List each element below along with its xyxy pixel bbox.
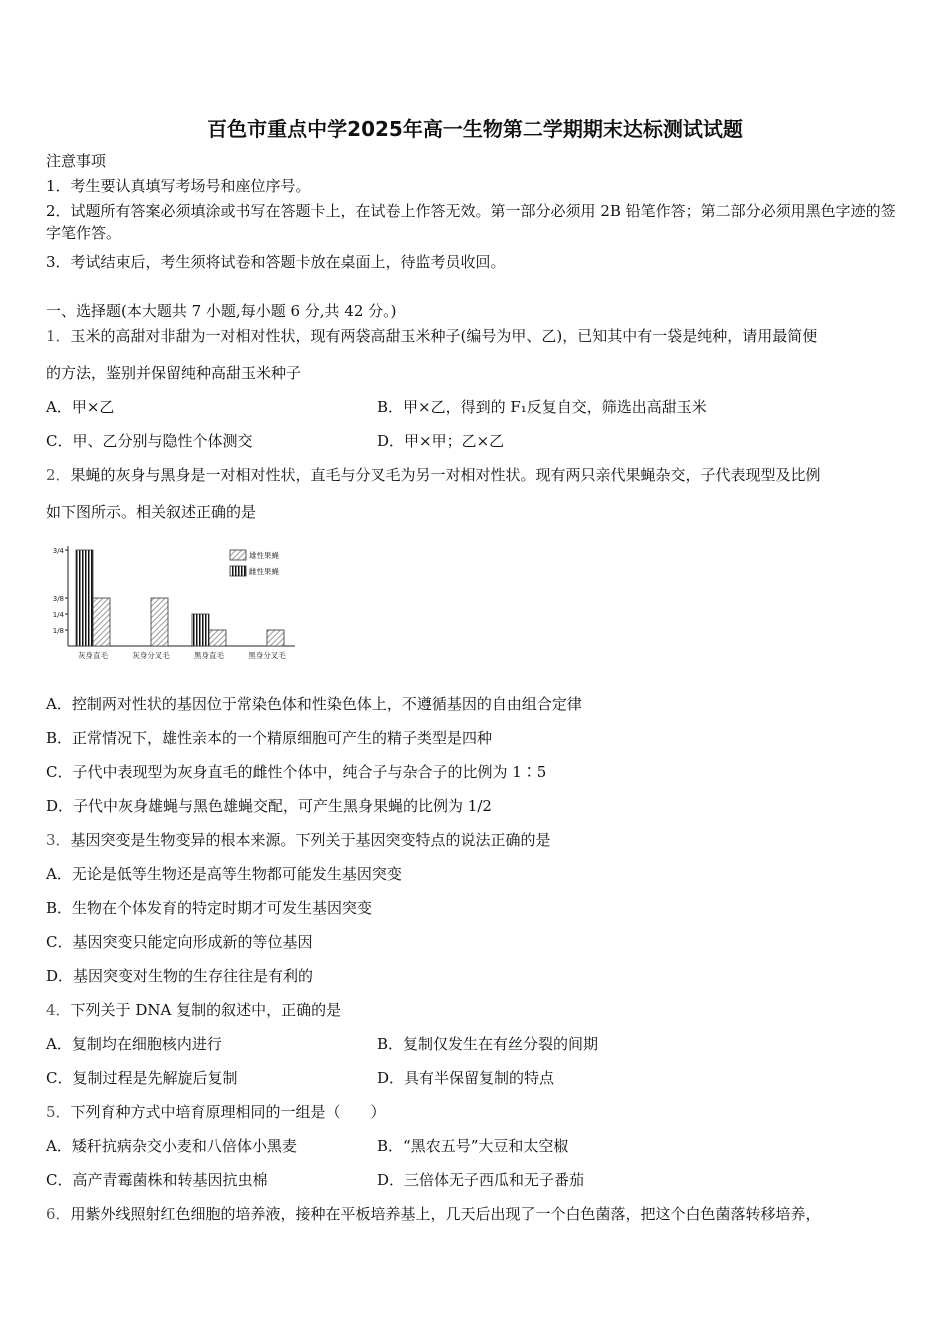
- x-tick-label: 灰身分叉毛: [132, 651, 170, 660]
- question-1-stem: [46, 325, 817, 347]
- q4-option-b: B．复制仅发生在有丝分裂的间期: [377, 1035, 599, 1053]
- notice-item-2: 2．试题所有答案必须填涂或书写在答题卡上，在试卷上作答无效。第一部分必须用 2B 铅笔作答；第二部分必须用黑色字迹的签字笔作答。: [46, 202, 896, 242]
- y-tick-label: 3/8: [52, 595, 64, 603]
- y-tick-label: 1/4: [52, 611, 64, 619]
- question-6-stem: [46, 1203, 821, 1225]
- q2-option-d: D．子代中灰身雄蝇与黑色雄蝇交配，可产生黑身果蝇的比例为 1/2: [46, 797, 492, 815]
- q5-option-a: A．矮秆抗病杂交小麦和八倍体小黑麦: [46, 1137, 297, 1155]
- x-tick-label: 黑身分叉毛: [248, 651, 286, 660]
- bar: [192, 614, 209, 646]
- bar: [76, 550, 93, 646]
- x-tick-label: 黑身直毛: [194, 651, 224, 660]
- question-number: 6．: [46, 1205, 71, 1223]
- question-text: 下列育种方式中培育原理相同的一组是（ ）: [70, 1103, 386, 1121]
- notice-heading: 注意事项: [46, 152, 107, 170]
- q4-option-a: A．复制均在细胞核内进行: [46, 1035, 222, 1053]
- y-tick-label: 1/8: [52, 627, 64, 635]
- q5-option-d: D．三倍体无子西瓜和无子番茄: [377, 1171, 585, 1189]
- q3-option-c: C．基因突变只能定向形成新的等位基因: [46, 933, 313, 951]
- question-5-stem: [46, 1101, 386, 1123]
- q1-option-d: D．甲×甲；乙×乙: [377, 432, 505, 450]
- q1-option-a: A．甲×乙: [46, 398, 115, 416]
- q1-option-b: B．甲×乙，得到的 F₁反复自交，筛选出高甜玉米: [377, 398, 707, 416]
- bar: [151, 598, 168, 646]
- q4-option-c: C．复制过程是先解旋后复制: [46, 1069, 238, 1087]
- legend-swatch: [230, 550, 246, 560]
- question-number: 3．: [46, 831, 71, 849]
- x-tick-label: 灰身直毛: [78, 651, 108, 660]
- section-heading: 一、选择题(本大题共 7 小题,每小题 6 分,共 42 分。): [46, 302, 397, 320]
- question-number: 4．: [46, 1001, 71, 1019]
- question-1-stem-cont: 的方法，鉴别并保留纯种高甜玉米种子: [46, 364, 302, 382]
- question-text: 用紫外线照射红色细胞的培养液，接种在平板培养基上，几天后出现了一个白色菌落，把这个白色菌落转移培养，: [70, 1205, 821, 1223]
- q2-option-c: C．子代中表现型为灰身直毛的雌性个体中，纯合子与杂合子的比例为 1∶5: [46, 763, 547, 781]
- bar: [93, 598, 110, 646]
- question-text: 下列关于 DNA 复制的叙述中，正确的是: [70, 1001, 342, 1019]
- question-3-stem: [46, 829, 551, 851]
- question-number: 2．: [46, 466, 71, 484]
- notice-item-1: 1．考生要认真填写考场号和座位序号。: [46, 177, 311, 195]
- legend-swatch: [230, 566, 246, 576]
- question-number: 5．: [46, 1103, 71, 1121]
- bar: [267, 630, 284, 646]
- q3-option-d: D．基因突变对生物的生存往往是有利的: [46, 967, 314, 985]
- q5-option-b: B．“黑农五号”大豆和太空椒: [377, 1137, 569, 1155]
- question-text: 玉米的高甜对非甜为一对相对性状，现有两袋高甜玉米种子(编号为甲、乙)，已知其中有一袋是纯种，请用最简便: [70, 327, 818, 345]
- question-2-stem: [46, 464, 821, 486]
- question-text: 基因突变是生物变异的根本来源。下列关于基因突变特点的说法正确的是: [70, 831, 551, 849]
- legend-label: 雌性果蝇: [249, 567, 279, 576]
- bar: [209, 630, 226, 646]
- question-text: 果蝇的灰身与黑身是一对相对性状，直毛与分叉毛为另一对相对性状。现有两只亲代果蝇杂交，子代表现型及比例: [70, 466, 821, 484]
- offspring-ratio-chart: [40, 536, 300, 666]
- question-4-stem: [46, 999, 341, 1021]
- y-tick-label: 3/4: [52, 547, 64, 555]
- q3-option-b: B．生物在个体发育的特定时期才可发生基因突变: [46, 899, 373, 917]
- q1-option-c: C．甲、乙分别与隐性个体测交: [46, 432, 253, 450]
- q4-option-d: D．具有半保留复制的特点: [377, 1069, 555, 1087]
- q3-option-a: A．无论是低等生物还是高等生物都可能发生基因突变: [46, 865, 402, 883]
- question-number: 1．: [46, 327, 71, 345]
- q5-option-c: C．高产青霉菌株和转基因抗虫棉: [46, 1171, 268, 1189]
- q2-option-a: A．控制两对性状的基因位于常染色体和性染色体上，不遵循基因的自由组合定律: [46, 695, 582, 713]
- notice-item-3: 3．考试结束后，考生须将试卷和答题卡放在桌面上，待监考员收回。: [46, 253, 506, 271]
- q2-option-b: B．正常情况下，雄性亲本的一个精原细胞可产生的精子类型是四种: [46, 729, 493, 747]
- question-2-stem-cont: 如下图所示。相关叙述正确的是: [46, 503, 257, 521]
- legend-label: 雄性果蝇: [249, 551, 279, 560]
- page-title: 百色市重点中学2025年高一生物第二学期期末达标测试试题: [207, 117, 743, 141]
